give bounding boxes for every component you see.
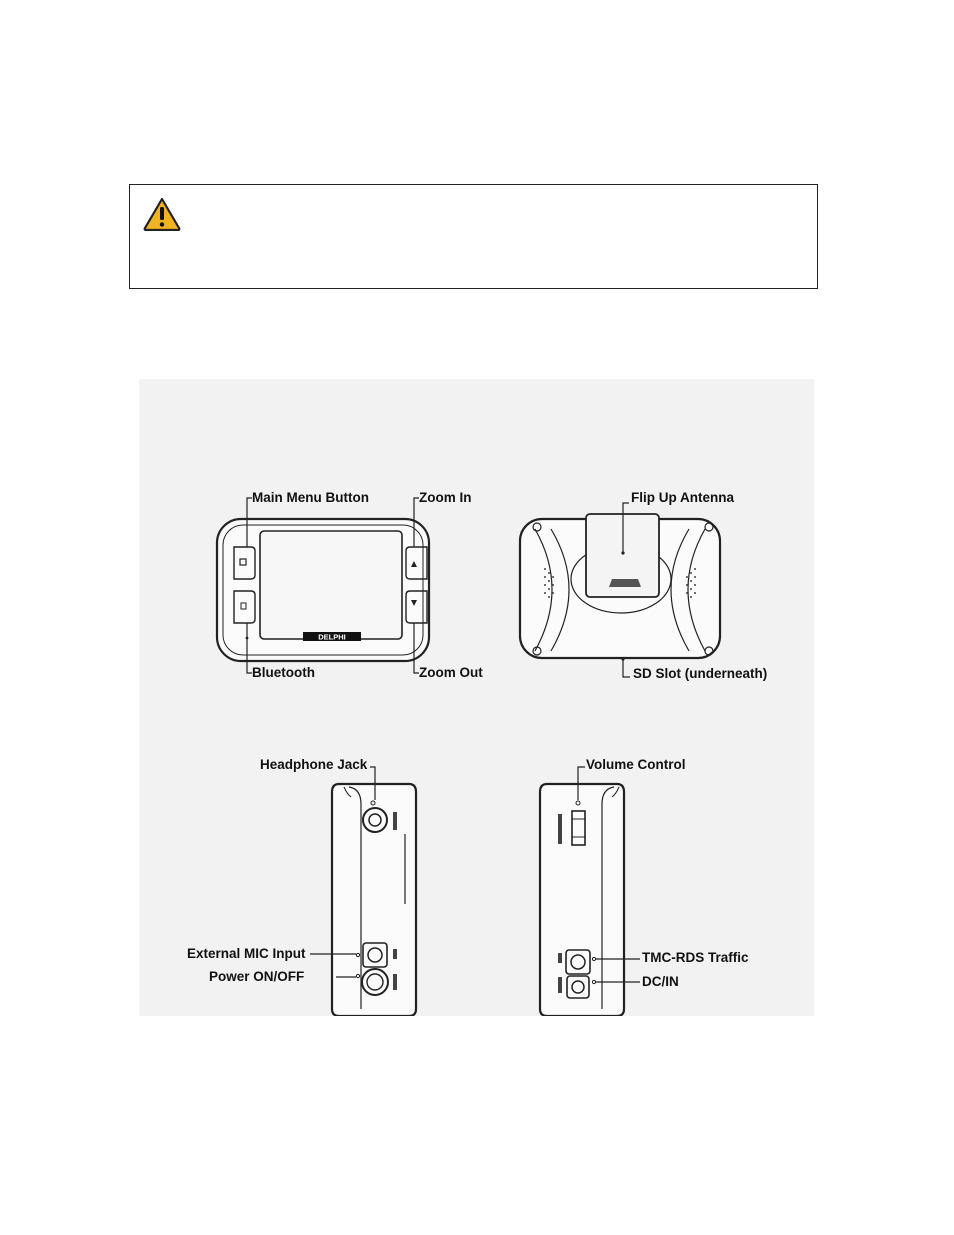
label-zoom-out: Zoom Out [419,665,483,680]
label-dc-in: DC/IN [642,974,679,989]
label-headphone-jack: Headphone Jack [260,757,368,772]
device-diagram [139,379,814,1016]
device-right-side-view [540,767,640,1016]
label-main-menu-button: Main Menu Button [252,490,369,505]
label-volume-control: Volume Control [586,757,686,772]
label-tmc-rds-traffic: TMC-RDS Traffic [642,950,749,965]
device-left-side-view [310,767,416,1016]
warning-triangle-icon [143,197,181,231]
warning-box [129,184,818,289]
label-power-on-off: Power ON/OFF [209,969,305,984]
label-zoom-in: Zoom In [419,490,472,505]
device-front-view [217,498,429,673]
label-sd-slot: SD Slot (underneath) [633,666,768,681]
device-illustration [139,379,814,1016]
device-brand-logo: DELPHI [318,632,346,642]
label-flip-up-antenna: Flip Up Antenna [631,490,734,505]
label-external-mic-input: External MIC Input [187,946,306,961]
label-bluetooth: Bluetooth [252,665,315,680]
device-back-view [520,503,720,677]
